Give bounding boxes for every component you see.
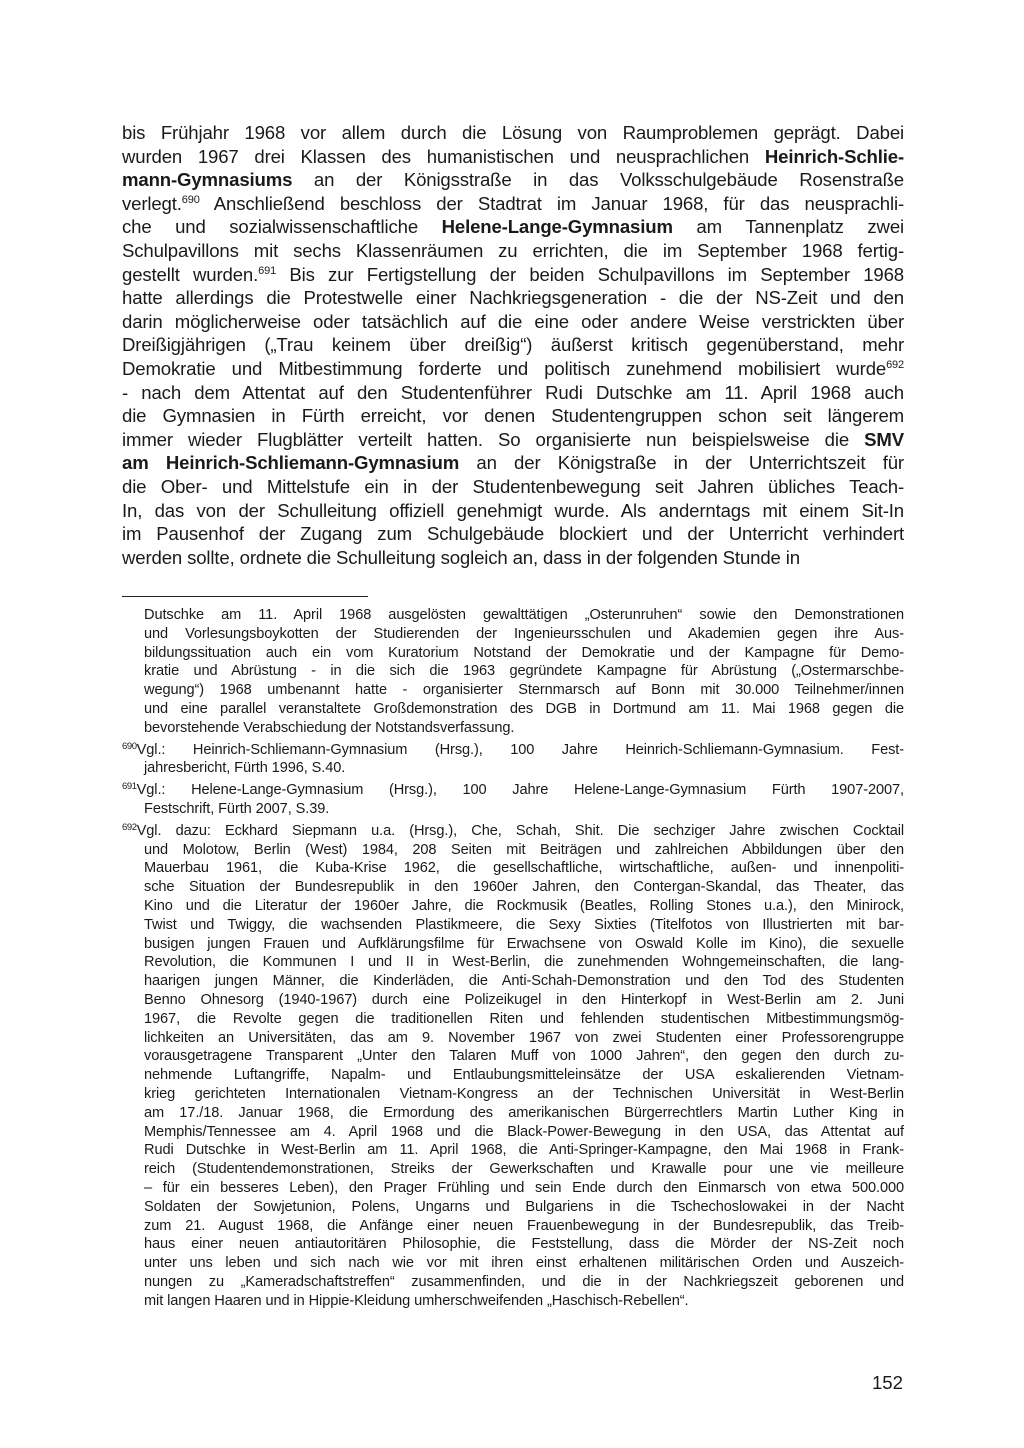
footnote-text: bildungssituation auch ein vom Kuratorium Notstand der Demokratie und der Kampagne für Demo- xyxy=(144,644,904,661)
body-line xyxy=(122,357,904,381)
footnote-text: krieg gerichteten Internationalen Vietnam-Kongress an der Technischen Universität in West-Berlin xyxy=(144,1085,904,1102)
footnote-text: am 17./18. Januar 1968, die Ermordung des amerikanischen Bürgerrechtlers Martin Luther King in xyxy=(144,1104,904,1121)
footnote-text: kratie und Abrüstung - in die sich die 1963 gegründete Kampagne für Abrüstung („Ostermarschbe- xyxy=(144,663,904,680)
footnote-text: und Vorlesungsboykotten der Studierenden der Ingenieursschulen und Akademien gegen ihre Aus- xyxy=(144,625,904,642)
body-line xyxy=(122,145,904,169)
footnote-text: Soldaten der Sowjetunion, Polens, Ungarns und Bulgariens in die Tschechoslowakei in der Nacht xyxy=(144,1198,904,1215)
footnote-line xyxy=(122,800,904,819)
footnote-line xyxy=(122,1104,904,1123)
footnote-number: 692 xyxy=(122,821,137,833)
bold-school-name: Helene-Lange-Gymnasium xyxy=(441,216,673,238)
footnote-text: nehmende Luftangriffe, Napalm- und Entlaubungsmitteleinsätze der USA eskalierenden Vietnam- xyxy=(144,1067,904,1084)
text-run: Bis zur Fertigstellung der beiden Schulpavillons im September 1968 xyxy=(276,263,904,285)
text-run: die Ober- und Mittelstufe ein in der Studentenbewegung seit Jahren übliches Teach- xyxy=(122,475,904,497)
footnote-number: 690 xyxy=(122,740,137,752)
text-run: Dreißigjährigen („Trau keinem über dreißig“) äußerst kritisch gegenüberstand, mehr xyxy=(122,334,904,356)
footnote-text: Mauerbau 1961, die Kuba-Krise 1962, die gesellschaftliche, wirtschaftliche, außen- und innenpoliti- xyxy=(144,860,904,877)
text-run: verlegt. xyxy=(122,192,182,214)
bold-school-name: mann-Gymnasiums xyxy=(122,169,293,191)
body-line xyxy=(122,381,904,405)
footnote-text: nungen zu „Kameradschaftstreffen“ zusammenfinden, und die in der Nachkriegszeit geborenen und xyxy=(144,1273,904,1290)
body-line xyxy=(122,499,904,523)
footnote-line xyxy=(122,700,904,719)
body-line xyxy=(122,286,904,310)
footnote-line xyxy=(122,1085,904,1104)
body-line xyxy=(122,333,904,357)
footnote-line xyxy=(122,1217,904,1236)
footnote-text: Vgl.: Heinrich-Schliemann-Gymnasium (Hrsg.), 100 Jahre Heinrich-Schliemann-Gymnasium. Fest- xyxy=(136,741,904,758)
footnote-line xyxy=(122,781,904,800)
body-line xyxy=(122,451,904,475)
footnote-text: haus einer neuen antiautoritären Philosophie, die Feststellung, dass die Mörder der NS-Zeit noch xyxy=(144,1236,904,1253)
text-run: Anschließend beschloss der Stadtrat im Januar 1968, für das neusprachli- xyxy=(199,192,904,214)
footnote-line xyxy=(122,1141,904,1160)
body-line xyxy=(122,121,904,145)
footnote-line xyxy=(122,1066,904,1085)
footnote-reference: 691 xyxy=(258,264,277,277)
footnote-reference: 690 xyxy=(181,193,200,206)
text-run: am Tannenplatz zwei xyxy=(672,216,905,238)
footnote-line xyxy=(122,972,904,991)
body-line xyxy=(122,310,904,334)
bold-school-name: Heinrich-Schlie- xyxy=(764,145,904,167)
text-run: werden sollte, ordnete die Schulleitung sogleich an, dass in der folgenden Stunde in xyxy=(122,546,800,568)
text-run: immer wieder Flugblätter verteilt hatten. So organisierte nun beispielsweise die xyxy=(122,428,865,450)
footnote-separator xyxy=(122,596,368,597)
text-run: im Pausenhof der Zugang zum Schulgebäude blockiert und der Unterricht verhindert xyxy=(122,523,904,545)
footnote xyxy=(122,822,904,1311)
footnote-text: busigen jungen Frauen und Aufklärungsfilme für Erwachsene von Oswald Kolle im Kino), die sexuelle xyxy=(144,935,904,952)
footnote-line xyxy=(122,1123,904,1142)
footnote-line xyxy=(122,1179,904,1198)
text-run: die Gymnasien in Fürth erreicht, vor denen Studentengruppen schon seit längerem xyxy=(122,405,904,427)
footnote-line xyxy=(122,741,904,760)
page-number: 152 xyxy=(871,1372,903,1393)
body-line xyxy=(122,239,904,263)
footnote-line xyxy=(122,719,904,738)
text-run: wurden 1967 drei Klassen des humanistischen und neusprachlichen xyxy=(122,145,765,167)
footnote-text: zum 21. August 1968, die Anfänge einer neuen Frauenbewegung in der Bundesrepublik, das Treib- xyxy=(144,1217,904,1234)
footnote-text: Kino und die Literatur der 1960er Jahre, die Rockmusik (Beatles, Rolling Stones u.a.), den Minirock, xyxy=(144,897,904,914)
footnote-line xyxy=(122,822,904,841)
footnote-text: 1967, die Revolte gegen die traditionellen Riten und fehlenden studentischen Mitbestimmungsmög- xyxy=(144,1010,904,1027)
footnote-text: Vgl. dazu: Eckhard Siepmann u.a. (Hrsg.), Che, Schah, Shit. Die sechziger Jahre zwischen Cocktail xyxy=(136,822,904,839)
body-paragraph xyxy=(122,121,904,569)
footnote-text: reich (Studentendemonstrationen, Streiks der Gewerkschaften und Krawalle pour une vie meilleure xyxy=(144,1161,904,1178)
footnote-line xyxy=(122,1047,904,1066)
text-run: bis Frühjahr 1968 vor allem durch die Lösung von Raumproblemen geprägt. Dabei xyxy=(122,122,904,143)
body-line xyxy=(122,522,904,546)
text-run: darin möglicherweise oder tatsächlich auf die eine oder andere Weise verstrickten über xyxy=(122,310,904,332)
body-line xyxy=(122,475,904,499)
footnote-line xyxy=(122,859,904,878)
footnote-line xyxy=(122,759,904,778)
body-line xyxy=(122,215,904,239)
footnote-line xyxy=(122,606,904,625)
footnote-line xyxy=(122,681,904,700)
bold-school-name: SMV xyxy=(864,428,904,450)
footnote-line xyxy=(122,625,904,644)
footnote-line xyxy=(122,1010,904,1029)
footnote-line xyxy=(122,1292,904,1311)
footnotes xyxy=(122,606,904,1310)
footnote-text: Benno Ohnesorg (1940-1967) durch eine Polizeikugel in den Hinterkopf in West-Berlin am 2. Juni xyxy=(144,991,904,1008)
body-line xyxy=(122,263,904,287)
footnote-line xyxy=(122,662,904,681)
footnote-text: Memphis/Tennessee am 4. April 1968 und die Black-Power-Bewegung in den USA, das Attentat auf xyxy=(144,1123,904,1140)
footnote-text: vorausgetragene Transparent „Unter den Talaren Muff von 1000 Jahren“, den gegen den durch zu- xyxy=(144,1048,904,1065)
footnote-text: Dutschke am 11. April 1968 ausgelösten gewalttätigen „Osterunruhen“ sowie den Demonstrationen xyxy=(144,607,904,623)
footnote-text: und eine parallel veranstaltete Großdemonstration des DGB in Dortmund am 11. Mai 1968 gegen die xyxy=(144,700,904,717)
footnote-line xyxy=(122,935,904,954)
text-run: hatte allerdings die Protestwelle einer Nachkriegsgeneration - die der NS-Zeit und den xyxy=(122,287,904,309)
body-line xyxy=(122,428,904,452)
footnote-line xyxy=(122,1254,904,1273)
footnote-text: unter uns leben und sich nach wie vor mit ihren einst erhaltenen militärischen Orden und Auszeich- xyxy=(144,1255,904,1272)
footnote-text: Festschrift, Fürth 2007, S.39. xyxy=(144,800,330,817)
body-line xyxy=(122,546,904,570)
footnote-line xyxy=(122,1235,904,1254)
footnote-text: Twist und Twiggy, die wachsenden Plastikmeere, die Sexy Sixties (Titelfotos von Illustrierten mit bar- xyxy=(144,916,904,933)
text-run: Schulpavillons mit sechs Klassenräumen zu errichten, die im September 1968 fertig- xyxy=(122,239,904,261)
footnote xyxy=(122,741,904,779)
text-run: Demokratie und Mitbestimmung forderte und politisch zunehmend mobilisiert wurde xyxy=(122,357,887,379)
footnote-text: Revolution, die Kommunen I und II in West-Berlin, die zunehmenden Wohngemeinschaften, die lang- xyxy=(144,954,904,971)
footnote-line xyxy=(122,878,904,897)
text-run: gestellt wurden. xyxy=(122,263,259,285)
footnote xyxy=(122,781,904,819)
footnote-text: und Molotow, Berlin (West) 1984, 208 Seiten mit Beiträgen und zahlreichen Abbildungen über den xyxy=(144,841,904,858)
footnote-text: lichkeiten an Universitäten, das am 9. November 1967 von zwei Studenten einer Professorengruppe xyxy=(144,1029,904,1046)
text-run: - nach dem Attentat auf den Studentenführer Rudi Dutschke am 11. April 1968 auch xyxy=(122,381,904,403)
footnote-line xyxy=(122,1198,904,1217)
footnote-text: mit langen Haaren und in Hippie-Kleidung umherschweifenden „Haschisch-Rebellen“. xyxy=(144,1292,689,1309)
footnote-text: Vgl.: Helene-Lange-Gymnasium (Hrsg.), 100 Jahre Helene-Lange-Gymnasium Fürth 1907-2007, xyxy=(136,782,904,799)
body-line xyxy=(122,192,904,216)
footnote-line xyxy=(122,1029,904,1048)
text-run: an der Königsstraße in das Volksschulgebäude Rosenstraße xyxy=(292,169,904,191)
text-run: an der Königstraße in der Unterrichtszeit für xyxy=(459,452,904,474)
footnote-text: – für ein besseres Leben), den Prager Frühling und sein Ende durch den Einmarsch von etwa 500.000 xyxy=(144,1179,904,1196)
footnote-line xyxy=(122,1160,904,1179)
footnote-text: bevorstehende Verabschiedung der Notstandsverfassung. xyxy=(144,719,515,736)
footnote-line xyxy=(122,644,904,663)
body-line xyxy=(122,168,904,192)
footnote-line xyxy=(122,841,904,860)
footnote-line xyxy=(122,991,904,1010)
footnote-text: wegung“) 1968 umbenannt hatte - organisierter Sternmarsch auf Bonn mit 30.000 Teilnehmer/innen xyxy=(144,682,904,699)
footnote-line xyxy=(122,916,904,935)
bold-school-name: am Heinrich-Schliemann-Gymnasium xyxy=(122,452,460,474)
footnote-reference: 692 xyxy=(886,358,904,371)
footnote-number: 691 xyxy=(122,781,137,793)
footnote-text: jahresbericht, Fürth 1996, S.40. xyxy=(144,760,346,777)
footnote-line xyxy=(122,897,904,916)
footnote-line xyxy=(122,953,904,972)
footnote-text: Rudi Dutschke in West-Berlin am 11. April 1968, die Anti-Springer-Kampagne, den Mai 1968 in Frank- xyxy=(144,1142,904,1159)
body-line xyxy=(122,404,904,428)
text-run: che und sozialwissenschaftliche xyxy=(122,216,442,238)
footnote-text: sche Situation der Bundesrepublik in den 1960er Jahren, den Contergan-Skandal, das Theater, das xyxy=(144,879,904,896)
footnote-text: haarigen jungen Männer, die Kinderläden, die Anti-Schah-Demonstration und den Tod des Studenten xyxy=(144,973,904,990)
footnote xyxy=(122,606,904,738)
footnote-line xyxy=(122,1273,904,1292)
text-run: In, das von der Schulleitung offiziell genehmigt wurde. Als anderntags mit einem Sit-In xyxy=(122,499,904,521)
